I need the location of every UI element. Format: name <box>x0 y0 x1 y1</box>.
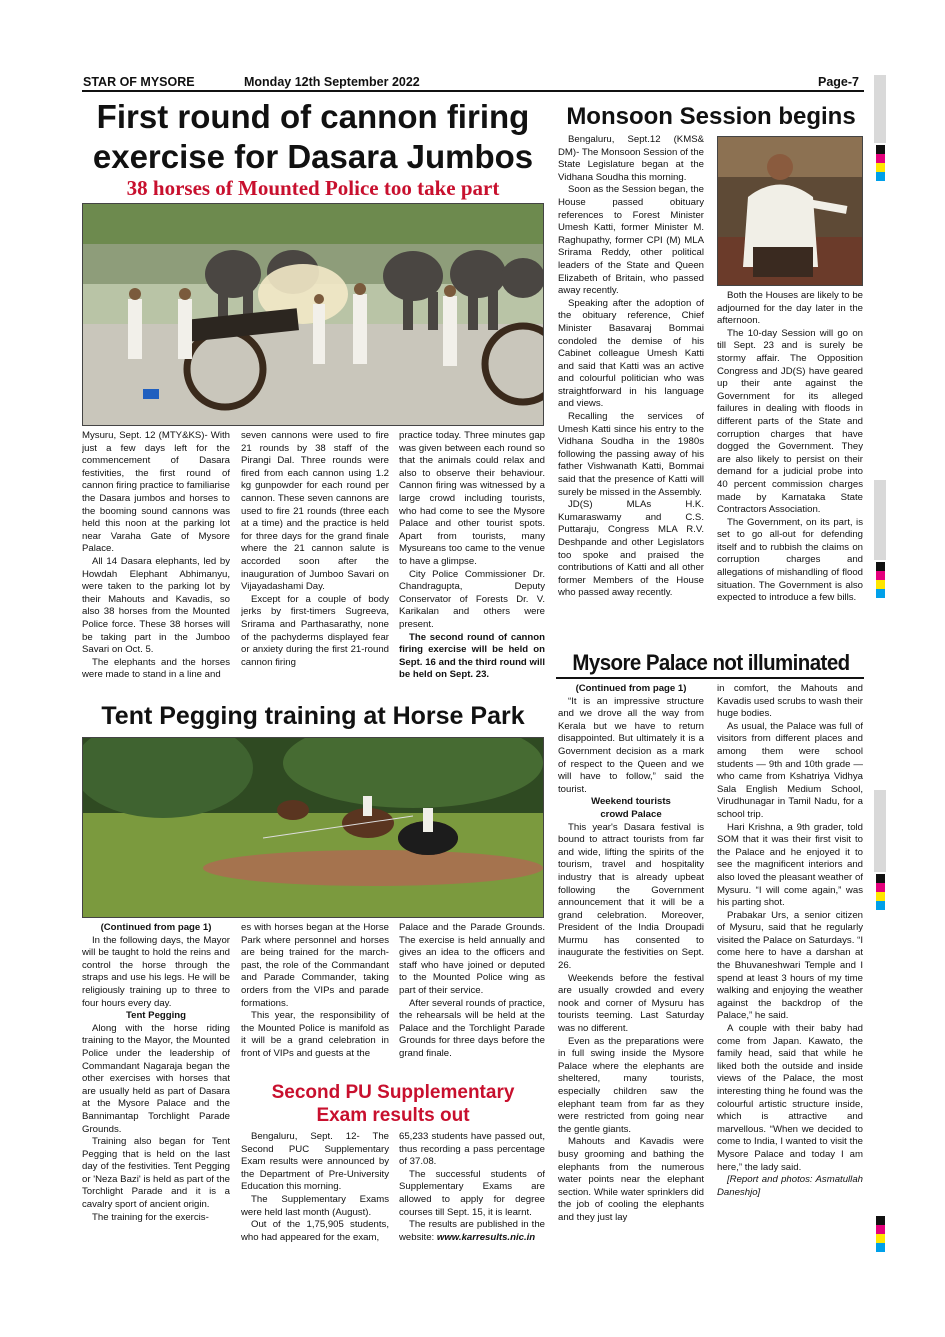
registration-grey-bar <box>874 75 886 143</box>
palace-subheading-line2: crowd Palace <box>600 808 662 820</box>
monsoon-session-photo <box>717 136 863 286</box>
cmyk-registration-mark <box>876 562 885 598</box>
monsoon-paragraph: Bengaluru, Sept.12 (KMS& DM)- The Monsoon Session of the State Legislature began at the Vidhana Soudha this morning. <box>558 134 704 183</box>
palace-paragraph: Even as the preparations were in full swing inside the Mysore Palace where the elephants are sheltered, many tourists, especially children saw the elephant team from far as they were restricted from going near the gentle giants. <box>558 1035 704 1135</box>
cannon-column-1 <box>82 430 230 695</box>
monsoon-paragraph: Speaking after the adoption of the obituary reference, Chief Minister Basavaraj Bommai condoled the demise of his Cabinet colleague Umesh Katti and said that Katti was an active and colourful politician who was straightforward in his language and views. <box>558 297 704 410</box>
cmyk-registration-mark <box>876 1216 885 1252</box>
pu-headline-line1: Second PU Supplementary <box>271 1082 515 1103</box>
cannon-column-3 <box>399 430 545 695</box>
tent-paragraph: The training for the exercis- <box>92 1211 209 1223</box>
tent-paragraph: es with horses began at the Horse Park where personnel and horses are being trained for the march-past, the role of the Commandant and Parade Commander, taking orders from the VIPs and parade formations. <box>241 922 389 1009</box>
tent-continued-note: (Continued from page 1) <box>100 922 212 933</box>
monsoon-paragraph: Recalling the services of Umesh Katti since his entry to the Vidhana Soudha in the 1980s following the passing away of his father Vishwanath Katti, Bommai said that the presence of Katti will surely be missed in the Assembly. <box>558 411 704 498</box>
pu-paragraph: The successful students of Supplementary Exams are allowed to apply for degree courses till Sept. 15, it is learnt. <box>399 1168 545 1218</box>
monsoon-column-1 <box>558 134 704 644</box>
tent-pegging-headline: Tent Pegging training at Horse Park <box>101 702 525 730</box>
cannon-paragraph: seven cannons were used to fire 21 rounds by 38 staff of the Pirangi Dal. Three rounds were fired from each cannon using 1.2 kg gunpowder for each round per cannon. These seven cannons are used to fire 21 rounds (three each at a time) and the practice is held for three days for the grand finale where the 21 cannon salute is accorded soon after the inauguration of Jumboo Savari on Vijayadashami Day. <box>241 430 389 593</box>
cannon-paragraph: Except for a couple of body jerks by first-timers Sugreeva, Srirama and Parthasarathy, none of the pachyderms displayed fear or anxiety during the first 21-round cannon firing <box>241 593 389 668</box>
pu-headline-line2: Exam results out <box>316 1105 470 1126</box>
pu-column-2 <box>399 1131 545 1271</box>
palace-paragraph: Weekends before the festival are usually crowded and every nook and corner of Mysuru has tourists teeming. Last Saturday was no different. <box>558 972 704 1035</box>
pu-paragraph: 65,233 students have passed out, thus recording a pass percentage of 37.08. <box>399 1131 545 1168</box>
tent-paragraph: Training also began for Tent Pegging that is held on the last day of the festivities. Tent Pegging or 'Neza Bazi' is held as part of the Torchlight Parade and it is a cavalry sport of ancient origin. <box>82 1136 230 1211</box>
pu-paragraph: Bengaluru, Sept. 12- The Second PUC Supplementary Exam results were announced by the Department of Pre-University Education this morning. <box>241 1131 389 1193</box>
palace-headline: Mysore Palace not illuminated <box>572 650 850 675</box>
monsoon-paragraph: JD(S) MLAs H.K. Kumaraswamy and C.S. Puttaraju, Congress MLA R.V. Deshpande and other Legislators too spoke and praised the contributions of Katti and all other former Members of the House who passed away recently. <box>558 499 704 599</box>
cannon-closing-bold: The second round of cannon firing exercise will be held on Sept. 16 and the third round will be held on Sept. 23. <box>399 631 545 681</box>
monsoon-paragraph: Both the Houses are likely to be adjourned for the day later in the afternoon. <box>717 290 863 327</box>
palace-paragraph: Hari Krishna, a 9th grader, told SOM that it was their first visit to the Palace and he enjoyed it to see the magnificent interiors and also loved the pleasant weather of Mysuru. “I will come again,” was his parting shot. <box>717 821 863 909</box>
tent-paragraph: After several rounds of practice, the rehearsals will be held at the Palace and the Torchlight Parade Grounds for three days before the grand finale. <box>399 997 545 1059</box>
cannon-subheadline: 38 horses of Mounted Police too take part <box>126 176 500 200</box>
palace-column-2 <box>717 683 863 1268</box>
cannon-paragraph: All 14 Dasara elephants, led by Howdah Elephant Abhimanyu, were taken to the parking lot by their Mahouts and Kavadis, so also 38 horses from the Mounted Police force. These 38 horses will be taking part in the Jumboo Savari on Oct. 5. <box>82 555 230 656</box>
palace-headline-rule <box>556 677 864 679</box>
tent-subheading: Tent Pegging <box>125 1010 187 1022</box>
cannon-headline-line2: exercise for Dasara Jumbos <box>92 138 534 175</box>
registration-grey-bar <box>874 790 886 872</box>
registration-grey-bar <box>874 480 886 560</box>
palace-paragraph: Mahouts and Kavadis were busy grooming and bathing the elephants from the numerous water points near the elephant section. While water sprinklers did the job of cooling the elephants and they just lay <box>558 1136 704 1223</box>
monsoon-column-2 <box>717 290 863 645</box>
palace-paragraph: A couple with their baby had come from Japan. Kawato, the family head, said that while he liked both the outside and inside views of the Palace, the most interesting thing he found was the colourful artistic structure inside, which is attractive and marvellous. “When we decided to come to India, I wanted to visit the Mysore Palace and today I am here,” the lady said. <box>717 1023 863 1173</box>
cannon-paragraph: practice today. Three minutes gap was given between each round so that the animals could relax and also to observe their behaviour. Cannon firing was witnessed by a large crowd including tourists, who had come to see the Mysore Palace and other tourist spots. Apart from tourists, many Mysureans too came to the venue to have a glimpse. <box>399 430 545 567</box>
cannon-paragraph: Mysuru, Sept. 12 (MTY&KS)- With just a few days left for the commencement of Dasara festivities, the first round of cannon firing practice to familiarise the Dasara jumbos and horses to the booming sound cannons was held this noon at the parking lot near Varaha Gate of Mysore Palace. <box>82 430 230 555</box>
palace-paragraph: “It is an impressive structure and we drove all the way from Kerala but we have to return disappointed. But ultimately it is a Government decision as a mark of respect to the Queen and we will have to follow,” said the tourist. <box>558 695 704 795</box>
masthead-rule <box>82 90 864 92</box>
palace-paragraph: in comfort, the Mahouts and Kavadis used scrubs to wash their huge bodies. <box>717 683 863 720</box>
masthead-page-number: Page-7 <box>818 75 859 89</box>
palace-paragraph: This year's Dasara festival is bound to attract tourists from far and wide, lifting the spirits of the tourism, travel and hospitality industry that is already upbeat following the Government announcement that it will be a grand celebration. Moreover, President of the India Droupadi Murmu has consented to inaugurate the festivities on Sept. 26. <box>558 821 704 972</box>
tent-column-2 <box>241 922 389 1077</box>
tent-column-1 <box>82 922 230 1267</box>
tent-paragraph: This year, the responsibility of the Mounted Police is manifold as it will be a grand celebration in front of VIPs and guests at the <box>241 1010 389 1059</box>
tent-paragraph: In the following days, the Mayor will be taught to hold the reins and control the horse through the straps and use his legs. He will be religiously training up to three to four hours every day. <box>82 934 230 1009</box>
tent-paragraph: Along with the horse riding training to the Mayor, the Mounted Police under the leadership of Commandant Nagaraja began the other exercises with horses that are usually held as part of Dasara at the Mysore Palace and the Bannimantap Torchlight Parade Grounds. <box>82 1022 230 1135</box>
pu-paragraph: The results are published in the website: <box>399 1219 545 1243</box>
monsoon-headline: Monsoon Session begins <box>566 103 856 130</box>
monsoon-paragraph: Soon as the Session began, the House passed obituary references to Forest Minister Umesh Katti, former Minister M. Raghupathy, former CPI (M) MLA Srirama Reddy, other political leaders of the State and Queen Elizabeth of Britain, who passed away recently. <box>558 184 704 297</box>
pu-paragraph: Out of the 1,75,905 students, who had appeared for the exam, <box>241 1219 389 1243</box>
palace-continued-note: (Continued from page 1) <box>575 683 687 694</box>
palace-paragraph: Prabakar Urs, a senior citizen of Mysuru, said that he regularly visited the Palace on Saturdays. “I come here to have a darshan at the Bhuvaneshwari Temple and I spend at least 3 hours of my time walking and enjoying the weather against the backdrop of the Palace,” he said. <box>717 909 863 1022</box>
cannon-paragraph: City Police Commissioner Dr. Chandragupta, Deputy Conservator of Forests Dr. V. Karikalan and others were present. <box>399 568 545 630</box>
pu-paragraph: The Supplementary Exams were held last month (August). <box>241 1193 389 1218</box>
pu-column-1 <box>241 1131 389 1271</box>
tent-column-3 <box>399 922 545 1077</box>
cmyk-registration-mark <box>876 874 885 910</box>
palace-column-1 <box>558 683 704 1268</box>
cannon-firing-photo <box>82 203 544 426</box>
tent-pegging-photo <box>82 737 544 918</box>
palace-photo-credit: [Report and photos: Asmatullah Daneshjo] <box>717 1174 863 1198</box>
monsoon-paragraph: The 10-day Session will go on till Sept. 23 and is surely be stormy affair. The Opposition Congress and JD(S) have geared up their ante against the Government for its alleged failures in dealing with floods in different parts of the State and corruption charges that have dogged the Government. They are also likely to persist on their demand for a judicial probe into 40 percent commission charges made by Karnataka State Contractors Association. <box>717 327 863 516</box>
cannon-headline-line1: First round of cannon firing <box>96 98 530 135</box>
cannon-paragraph: The elephants and the horses were made to stand in a line and <box>82 656 230 681</box>
palace-paragraph: As usual, the Palace was full of visitors from different places and among them were school students — 9th and 10th grade — who came from Kshatriya Vidhya Sala English Medium School, Virudhunagar in Tamil Nadu, for a school trip. <box>717 720 863 820</box>
tent-paragraph: Palace and the Parade Grounds. The exercise is held annually and gives an idea to the officers and staff who have joined or deputed to the Mounted Police wing as part of their service. <box>399 922 545 996</box>
cmyk-registration-mark <box>876 145 885 181</box>
masthead-paper-name: STAR OF MYSORE <box>83 75 195 89</box>
pu-results-website-link[interactable]: www.karresults.nic.in <box>436 1231 536 1243</box>
palace-subheading-line1: Weekend tourists <box>591 796 671 808</box>
masthead-date: Monday 12th September 2022 <box>244 75 420 89</box>
cannon-column-2 <box>241 430 389 695</box>
monsoon-paragraph: The Government, on its part, is set to go all-out for defending itself and to rubbish the claims on corruption charges and allegations of mishandling of flood situation. The Government is also expected to introduce a few bills. <box>717 516 863 604</box>
